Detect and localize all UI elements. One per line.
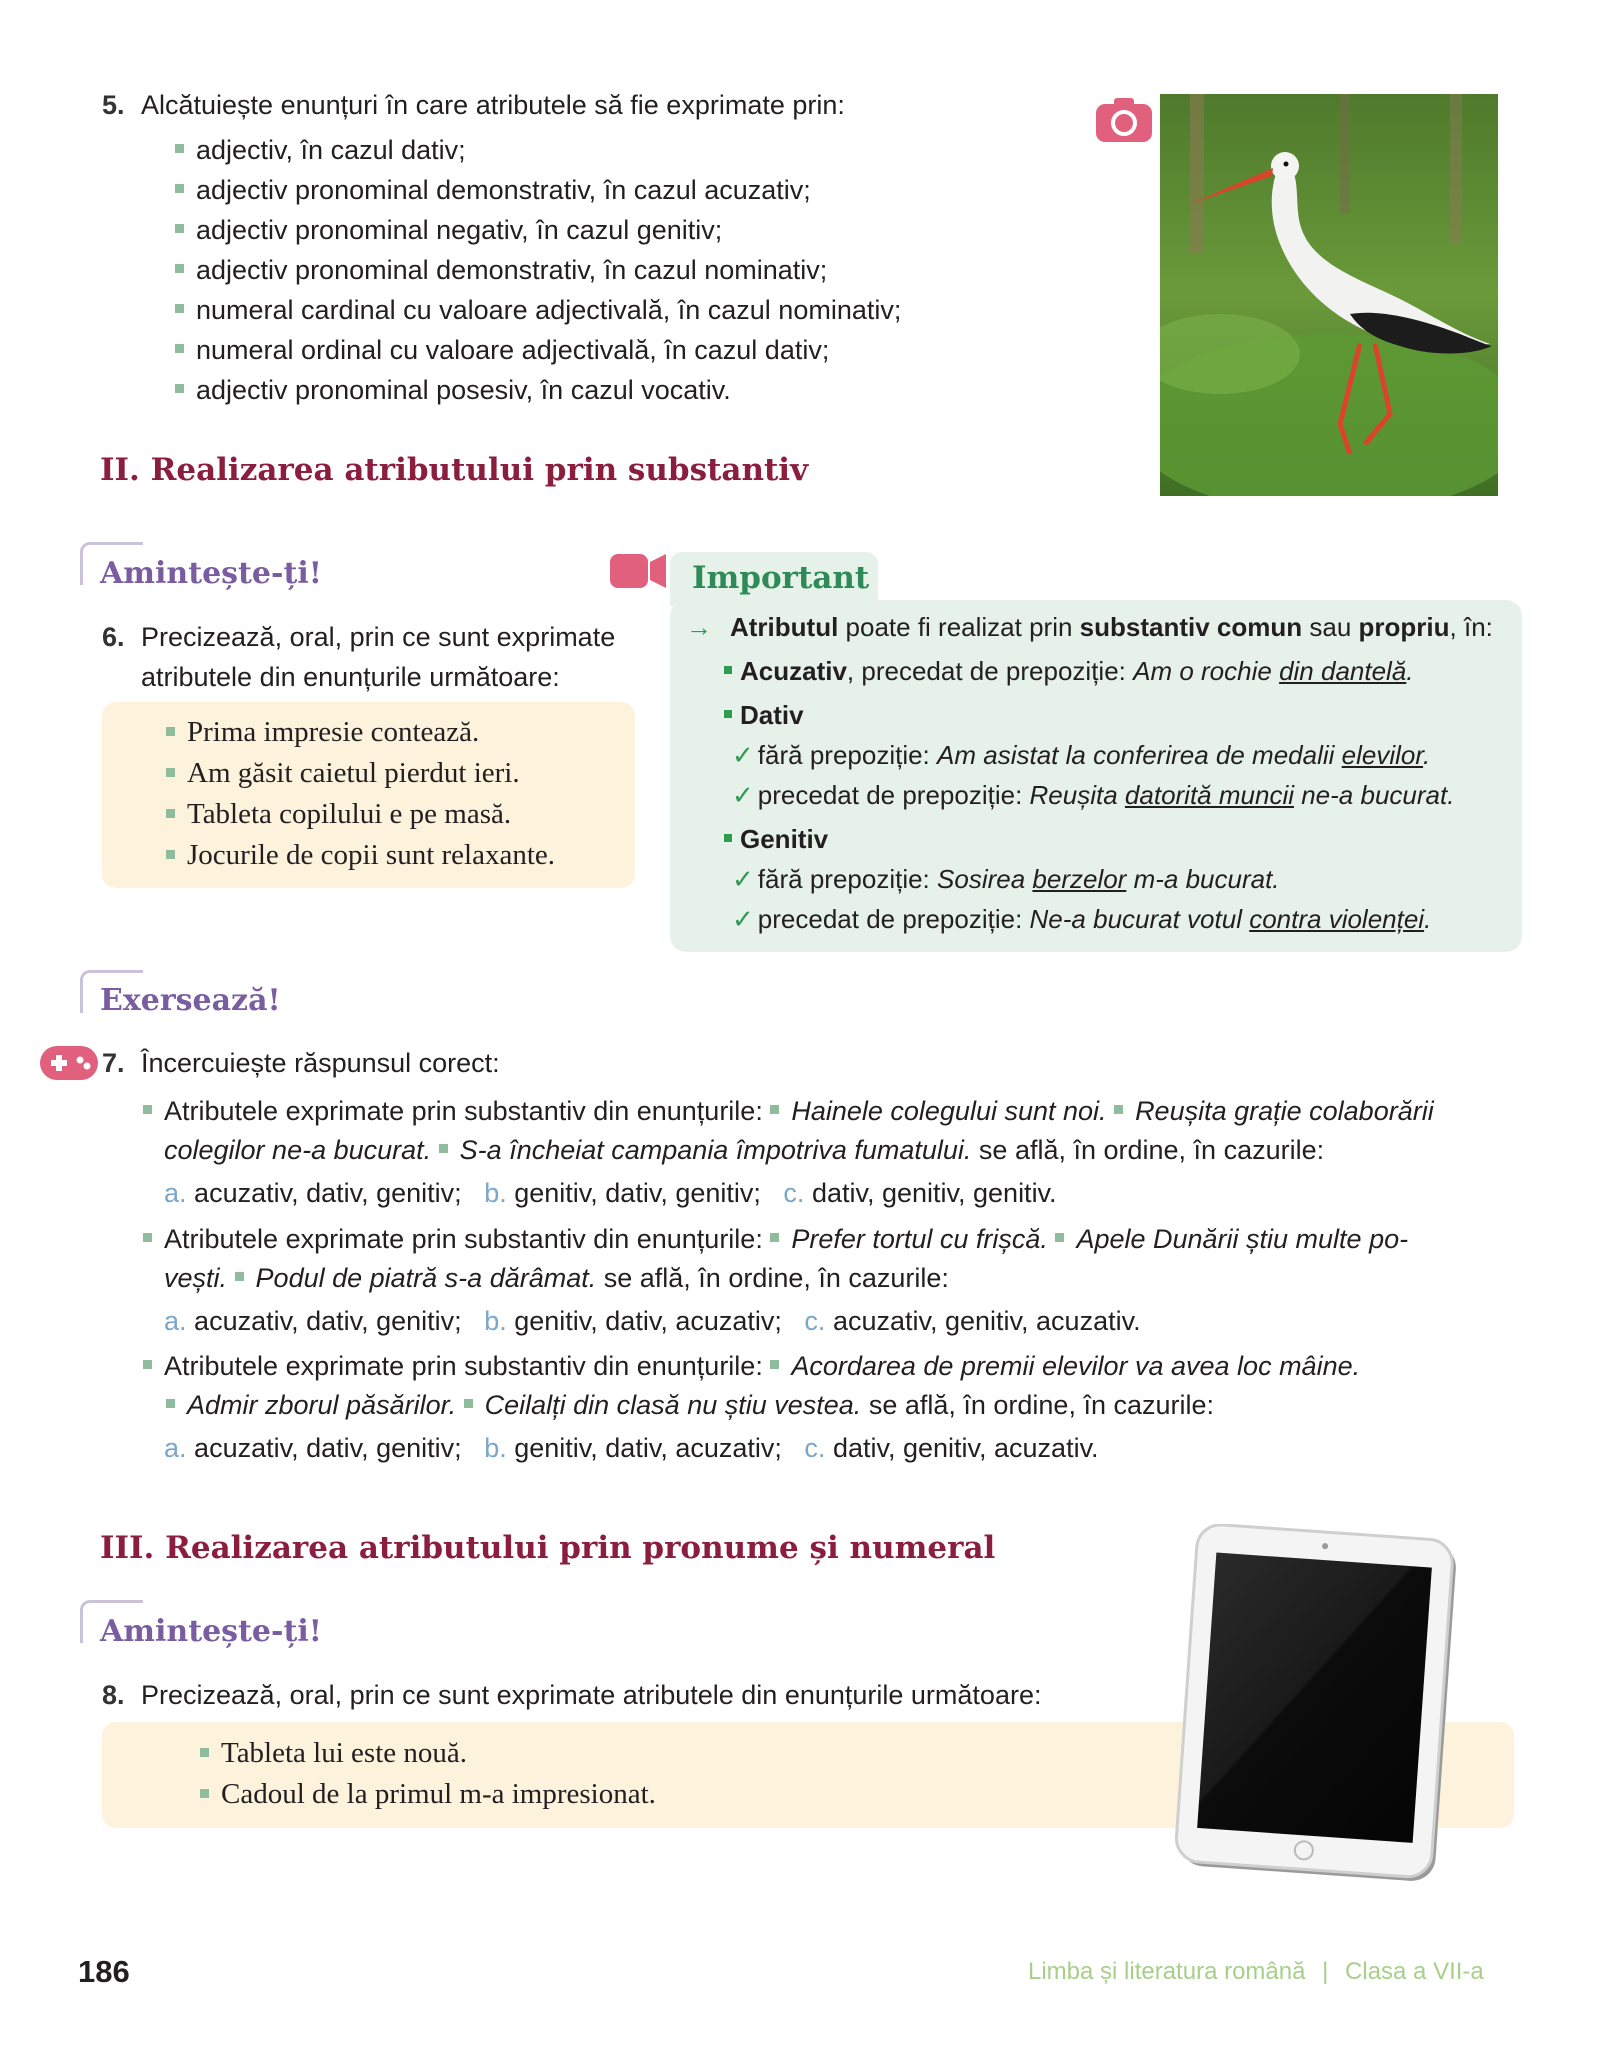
important-genitive-2: ✓ precedat de prepoziție: Ne-a bucurat votul contra violenței. — [732, 904, 1432, 934]
exercise-7-prompt: Încercuiește răspunsul corect: — [141, 1048, 500, 1078]
page-number: 186 — [78, 1954, 130, 1989]
list-item: Prima impresie contează. — [166, 712, 555, 753]
footer-grade: Clasa a VII-a — [1345, 1958, 1484, 1985]
important-label: Important — [670, 552, 878, 606]
important-intro: → Atributul poate fi realizat prin substantiv comun sau propriu, în: — [686, 612, 1493, 642]
list-item: numeral ordinal cu valoare adjectivală, în cazul dativ; — [175, 330, 901, 370]
footer-info — [1028, 1958, 1484, 1986]
gamepad-icon — [40, 1046, 98, 1080]
question-2-options: a. acuzativ, dativ, genitiv; b. genitiv, dativ, acuzativ; c. acuzativ, genitiv, acuzativ. — [164, 1306, 1141, 1336]
section-2-title: II. Realizarea atributului prin substantiv — [100, 452, 809, 488]
tablet-image — [1168, 1524, 1468, 1886]
important-accusative: Acuzativ, precedat de prepoziție: Am o rochie din dantelă. — [724, 656, 1414, 687]
question-1-line1: Atributele exprimate prin substantiv din enunțurile: Hainele colegului sunt noi. Reușita grație colaborării — [143, 1092, 1434, 1131]
remember-label: Amintește-ți! — [100, 556, 322, 591]
footer-subject: Limba și literatura română — [1028, 1958, 1306, 1985]
question-1-options: a. acuzativ, dativ, genitiv; b. genitiv, dativ, genitiv; c. dativ, genitiv, genitiv. — [164, 1178, 1057, 1208]
exercise-8-number: 8. — [102, 1680, 125, 1710]
list-item: Tableta copilului e pe masă. — [166, 794, 555, 835]
list-item: adjectiv pronominal demonstrativ, în cazul acuzativ; — [175, 170, 901, 210]
list-item: Am găsit caietul pierdut ieri. — [166, 753, 555, 794]
exercise-6-prompt-line1: Precizează, oral, prin ce sunt exprimate — [141, 622, 616, 652]
exercise-5-list — [175, 130, 901, 410]
exercise-6-list — [166, 712, 555, 876]
list-item: adjectiv pronominal posesiv, în cazul vocativ. — [175, 370, 901, 410]
exercise-7-number: 7. — [102, 1048, 125, 1078]
stork-photo — [1160, 94, 1498, 496]
question-2-line2: vești. Podul de piatră s-a dărâmat. se află, în ordine, în cazurile: — [164, 1263, 949, 1293]
list-item: adjectiv, în cazul dativ; — [175, 130, 901, 170]
remember-label-2: Amintește-ți! — [100, 1614, 322, 1649]
question-3-options: a. acuzativ, dativ, genitiv; b. genitiv, dativ, acuzativ; c. dativ, genitiv, acuzativ. — [164, 1433, 1099, 1463]
exercise-5-prompt: Alcătuiește enunțuri în care atributele să fie exprimate prin: — [141, 90, 845, 120]
exercise-8-prompt: Precizează, oral, prin ce sunt exprimate atributele din enunțurile următoare: — [141, 1680, 1042, 1710]
camera-icon — [1096, 96, 1152, 142]
important-genitive-1: ✓ fără prepoziție: Sosirea berzelor m-a bucurat. — [732, 864, 1280, 894]
important-dative-2: ✓ precedat de prepoziție: Reușita datorită muncii ne-a bucurat. — [732, 780, 1455, 810]
important-dative: Dativ — [724, 700, 804, 731]
important-genitive: Genitiv — [724, 824, 828, 855]
exercise-5-number: 5. — [102, 90, 125, 120]
exercise-6-number: 6. — [102, 622, 125, 652]
question-3-line1: Atributele exprimate prin substantiv din enunțurile: Acordarea de premii elevilor va avea loc mâine. — [143, 1347, 1360, 1386]
section-3-title: III. Realizarea atributului prin pronume și numeral — [100, 1530, 996, 1566]
list-item: Tableta lui este nouă. — [200, 1733, 656, 1774]
question-2-line1: Atributele exprimate prin substantiv din enunțurile: Prefer tortul cu frișcă. Apele Dunării știu multe po- — [143, 1220, 1408, 1259]
important-box — [670, 600, 1522, 952]
list-item: adjectiv pronominal demonstrativ, în cazul nominativ; — [175, 250, 901, 290]
question-1-line2: colegilor ne-a bucurat. S-a încheiat campania împotriva fumatului. se află, în ordine, în cazurile: — [164, 1135, 1325, 1165]
list-item: Cadoul de la primul m-a impresionat. — [200, 1774, 656, 1815]
video-icon — [610, 552, 666, 590]
exercise-6-prompt-line2: atributele din enunțurile următoare: — [141, 662, 560, 692]
footer-separator: | — [1322, 1958, 1329, 1985]
list-item: numeral cardinal cu valoare adjectivală, în cazul nominativ; — [175, 290, 901, 330]
list-item: adjectiv pronominal negativ, în cazul genitiv; — [175, 210, 901, 250]
list-item: Jocurile de copii sunt relaxante. — [166, 835, 555, 876]
question-3-line2: Admir zborul păsărilor. Ceilalți din clasă nu știu vestea. se află, în ordine, în cazurile: — [166, 1386, 1214, 1425]
important-dative-1: ✓ fără prepoziție: Am asistat la conferirea de medalii elevilor. — [732, 740, 1431, 770]
exercise-8-list — [200, 1733, 656, 1815]
practice-label: Exersează! — [100, 983, 281, 1018]
